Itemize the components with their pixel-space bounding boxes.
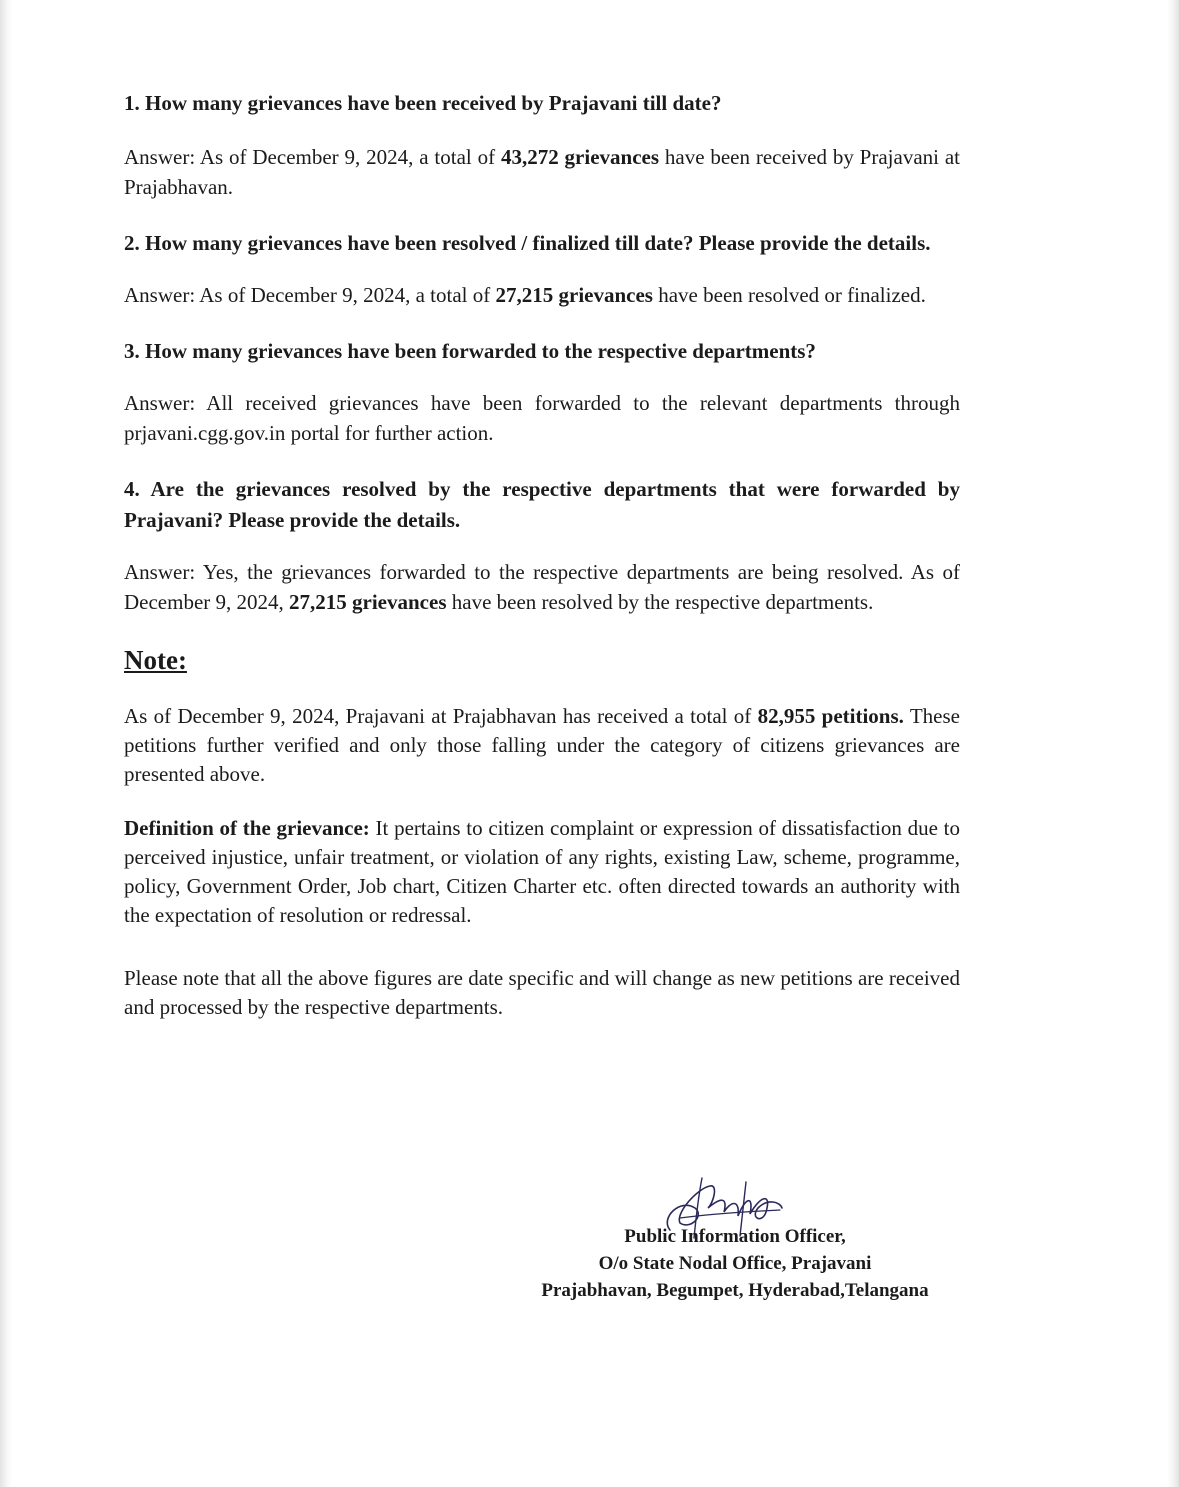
page-edge-left: [0, 0, 12, 1487]
document-body: [124, 88, 960, 1047]
note-heading: Note:: [124, 645, 187, 675]
answer-text-end: have been resolved by the respective departments.: [446, 590, 874, 614]
answer-2: [124, 280, 960, 310]
note-paragraph-definition: [124, 814, 960, 930]
answer-label: Answer:: [124, 560, 196, 584]
answer-figure: 43,272 grievances: [500, 145, 660, 169]
definition-label: Definition of the grievance:: [124, 816, 370, 840]
question-2: 2. How many grievances have been resolved / finalized till date? Please provide the details.: [124, 231, 931, 255]
signatory-title: Public Information Officer,: [624, 1226, 846, 1247]
answer-label: Answer:: [124, 283, 196, 307]
answer-3: [124, 388, 960, 448]
answer-text: All received grievances have been forwarded to the relevant departments through prjavani.cgg.gov.in portal for further action.: [124, 391, 960, 445]
definition-text: It pertains to citizen complaint or expression of dissatisfaction due to perceived injustice, unfair treatment, or violation of any rights, existing Law, scheme, programme, policy, Government Order, Job chart, Citizen Charter etc. often directed towards an authority with the expectation of resolution or redressal.: [124, 816, 960, 927]
signatory-address: Prajabhavan, Begumpet, Hyderabad,Telangana: [541, 1280, 929, 1301]
answer-text: As of December 9, 2024, a total of: [195, 283, 496, 307]
answer-label: Answer:: [124, 145, 196, 169]
answer-text-end: have been received by Prajavani at Prajabhavan.: [124, 145, 960, 199]
question-4: 4. Are the grievances resolved by the respective departments that were forwarded by Prajavani? Please provide the details.: [124, 477, 960, 532]
signature-block: [500, 1168, 970, 1318]
answer-text: Yes, the grievances forwarded to the respective departments are being resolved. As of December 9, 2024,: [124, 560, 960, 614]
note-figure: 82,955 petitions.: [757, 704, 904, 728]
note-paragraph-disclaimer: Please note that all the above figures are date specific and will change as new petitions are received and processed by the respective departments.: [124, 966, 960, 1019]
answer-figure: 27,215 grievances: [289, 590, 447, 614]
answer-label: Answer:: [124, 391, 196, 415]
question-3: 3. How many grievances have been forwarded to the respective departments?: [124, 339, 816, 363]
note-paragraph-petitions: [124, 702, 960, 789]
note-text: As of December 9, 2024, Prajavani at Prajabhavan has received a total of: [124, 704, 758, 728]
note-text-end: These petitions further verified and only those falling under the category of citizens grievances are presented above.: [124, 704, 960, 786]
question-1: 1. How many grievances have been received by Prajavani till date?: [124, 91, 722, 115]
answer-figure: 27,215 grievances: [495, 283, 653, 307]
page-edge-right: [1167, 0, 1179, 1487]
answer-1: [124, 142, 960, 202]
answer-text-end: have been resolved or finalized.: [652, 283, 926, 307]
answer-text: As of December 9, 2024, a total of: [195, 145, 501, 169]
answer-4: [124, 557, 960, 617]
signatory-details: [500, 1223, 970, 1304]
signatory-office: O/o State Nodal Office, Prajavani: [598, 1253, 872, 1274]
